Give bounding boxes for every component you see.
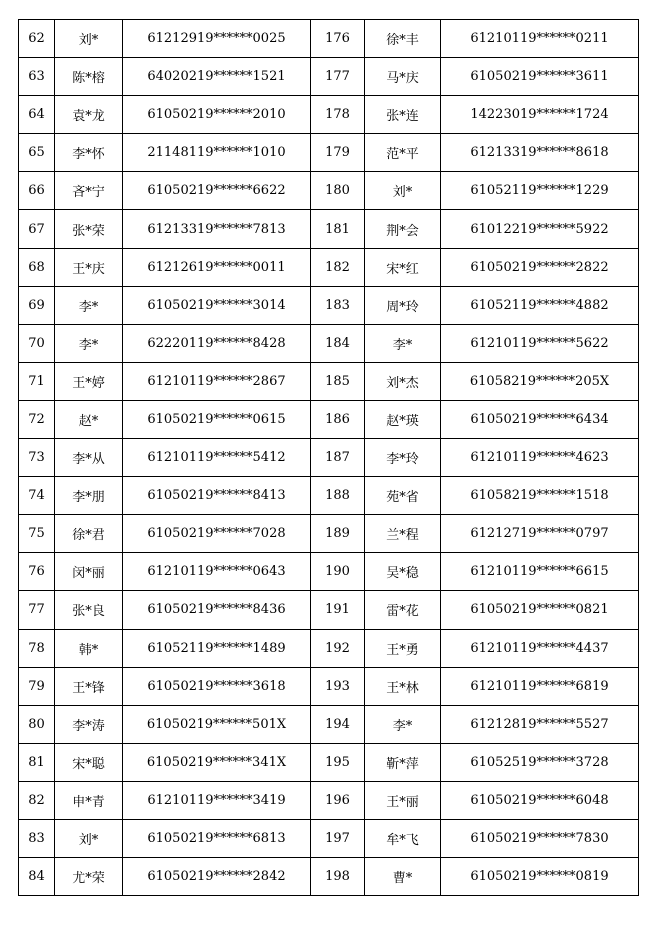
right-name-cell: 宋*红 [365, 248, 441, 286]
right-name-cell: 赵*瑛 [365, 400, 441, 438]
left-id-cell: 61050219******8413 [123, 477, 311, 515]
table-row [19, 400, 639, 438]
right-name-cell: 张*连 [365, 96, 441, 134]
right-id-cell: 61050219******0821 [441, 591, 639, 629]
right-id-cell: 61210119******5622 [441, 324, 639, 362]
table-row [19, 58, 639, 96]
right-id-cell: 61012219******5922 [441, 210, 639, 248]
table-row [19, 439, 639, 477]
right-no-cell: 197 [311, 819, 365, 857]
right-name-cell: 李*玲 [365, 439, 441, 477]
right-id-cell: 61050219******2822 [441, 248, 639, 286]
right-id-cell: 61058219******205X [441, 362, 639, 400]
right-id-cell: 61210119******4623 [441, 439, 639, 477]
left-no-cell: 82 [19, 781, 55, 819]
table-row [19, 553, 639, 591]
left-id-cell: 61050219******501X [123, 705, 311, 743]
left-name-cell: 韩* [55, 629, 123, 667]
left-id-cell: 61050219******6813 [123, 819, 311, 857]
right-name-cell: 徐*丰 [365, 20, 441, 58]
right-no-cell: 192 [311, 629, 365, 667]
right-name-cell: 李* [365, 324, 441, 362]
left-name-cell: 李* [55, 324, 123, 362]
left-name-cell: 张*良 [55, 591, 123, 629]
table-row [19, 515, 639, 553]
right-no-cell: 179 [311, 134, 365, 172]
left-name-cell: 李*怀 [55, 134, 123, 172]
left-id-cell: 61210119******2867 [123, 362, 311, 400]
table-row [19, 210, 639, 248]
left-name-cell: 李*涛 [55, 705, 123, 743]
right-id-cell: 61050219******6048 [441, 781, 639, 819]
left-id-cell: 61213319******7813 [123, 210, 311, 248]
left-name-cell: 吝*宁 [55, 172, 123, 210]
left-no-cell: 69 [19, 286, 55, 324]
left-name-cell: 尤*荣 [55, 858, 123, 896]
left-no-cell: 79 [19, 667, 55, 705]
left-no-cell: 64 [19, 96, 55, 134]
left-id-cell: 61212919******0025 [123, 20, 311, 58]
right-no-cell: 190 [311, 553, 365, 591]
right-name-cell: 周*玲 [365, 286, 441, 324]
right-id-cell: 61210119******0211 [441, 20, 639, 58]
left-name-cell: 徐*君 [55, 515, 123, 553]
left-id-cell: 61050219******0615 [123, 400, 311, 438]
left-no-cell: 65 [19, 134, 55, 172]
left-no-cell: 68 [19, 248, 55, 286]
table-row [19, 134, 639, 172]
right-name-cell: 王*勇 [365, 629, 441, 667]
left-no-cell: 78 [19, 629, 55, 667]
table-row [19, 743, 639, 781]
right-name-cell: 马*庆 [365, 58, 441, 96]
right-no-cell: 177 [311, 58, 365, 96]
left-name-cell: 张*荣 [55, 210, 123, 248]
left-name-cell: 刘* [55, 20, 123, 58]
right-id-cell: 61052519******3728 [441, 743, 639, 781]
left-id-cell: 61050219******7028 [123, 515, 311, 553]
left-no-cell: 70 [19, 324, 55, 362]
table-row [19, 286, 639, 324]
left-no-cell: 72 [19, 400, 55, 438]
left-no-cell: 81 [19, 743, 55, 781]
table-row [19, 362, 639, 400]
left-id-cell: 61050219******2010 [123, 96, 311, 134]
right-id-cell: 61052119******1229 [441, 172, 639, 210]
right-id-cell: 61210119******6615 [441, 553, 639, 591]
left-no-cell: 76 [19, 553, 55, 591]
left-no-cell: 74 [19, 477, 55, 515]
right-id-cell: 61212819******5527 [441, 705, 639, 743]
table-row [19, 20, 639, 58]
right-no-cell: 182 [311, 248, 365, 286]
table-row [19, 96, 639, 134]
right-no-cell: 189 [311, 515, 365, 553]
table-row [19, 477, 639, 515]
right-no-cell: 181 [311, 210, 365, 248]
table-row [19, 324, 639, 362]
right-no-cell: 180 [311, 172, 365, 210]
right-name-cell: 靳*萍 [365, 743, 441, 781]
right-no-cell: 178 [311, 96, 365, 134]
left-name-cell: 申*青 [55, 781, 123, 819]
right-no-cell: 191 [311, 591, 365, 629]
left-no-cell: 63 [19, 58, 55, 96]
left-no-cell: 71 [19, 362, 55, 400]
right-name-cell: 牟*飞 [365, 819, 441, 857]
right-no-cell: 184 [311, 324, 365, 362]
left-no-cell: 67 [19, 210, 55, 248]
left-name-cell: 宋*聪 [55, 743, 123, 781]
roster-body [19, 20, 639, 896]
left-no-cell: 75 [19, 515, 55, 553]
left-id-cell: 61050219******2842 [123, 858, 311, 896]
right-name-cell: 雷*花 [365, 591, 441, 629]
left-id-cell: 61050219******8436 [123, 591, 311, 629]
right-id-cell: 61210119******6819 [441, 667, 639, 705]
table-row [19, 629, 639, 667]
right-name-cell: 王*丽 [365, 781, 441, 819]
right-id-cell: 61052119******4882 [441, 286, 639, 324]
right-no-cell: 176 [311, 20, 365, 58]
right-id-cell: 61210119******4437 [441, 629, 639, 667]
left-id-cell: 61050219******341X [123, 743, 311, 781]
table-row [19, 172, 639, 210]
right-no-cell: 193 [311, 667, 365, 705]
left-id-cell: 64020219******1521 [123, 58, 311, 96]
right-name-cell: 荆*会 [365, 210, 441, 248]
right-id-cell: 61213319******8618 [441, 134, 639, 172]
left-id-cell: 61210119******3419 [123, 781, 311, 819]
left-id-cell: 62220119******8428 [123, 324, 311, 362]
table-row [19, 858, 639, 896]
left-name-cell: 刘* [55, 819, 123, 857]
left-name-cell: 王*庆 [55, 248, 123, 286]
left-id-cell: 61212619******0011 [123, 248, 311, 286]
right-id-cell: 61050219******3611 [441, 58, 639, 96]
left-no-cell: 77 [19, 591, 55, 629]
left-no-cell: 83 [19, 819, 55, 857]
left-name-cell: 王*锋 [55, 667, 123, 705]
right-name-cell: 刘*杰 [365, 362, 441, 400]
right-no-cell: 196 [311, 781, 365, 819]
left-name-cell: 李*从 [55, 439, 123, 477]
right-name-cell: 范*平 [365, 134, 441, 172]
left-id-cell: 61210119******5412 [123, 439, 311, 477]
left-name-cell: 王*婷 [55, 362, 123, 400]
right-no-cell: 187 [311, 439, 365, 477]
left-name-cell: 李*朋 [55, 477, 123, 515]
left-name-cell: 袁*龙 [55, 96, 123, 134]
right-name-cell: 曹* [365, 858, 441, 896]
left-name-cell: 赵* [55, 400, 123, 438]
left-id-cell: 61050219******3618 [123, 667, 311, 705]
roster-table [18, 19, 639, 896]
right-name-cell: 吴*稳 [365, 553, 441, 591]
left-id-cell: 21148119******1010 [123, 134, 311, 172]
right-name-cell: 王*林 [365, 667, 441, 705]
right-no-cell: 185 [311, 362, 365, 400]
right-id-cell: 61212719******0797 [441, 515, 639, 553]
left-name-cell: 闵*丽 [55, 553, 123, 591]
right-id-cell: 61050219******0819 [441, 858, 639, 896]
left-no-cell: 84 [19, 858, 55, 896]
left-id-cell: 61210119******0643 [123, 553, 311, 591]
left-no-cell: 73 [19, 439, 55, 477]
table-row [19, 781, 639, 819]
left-no-cell: 66 [19, 172, 55, 210]
left-no-cell: 62 [19, 20, 55, 58]
right-no-cell: 198 [311, 858, 365, 896]
right-name-cell: 李* [365, 705, 441, 743]
right-no-cell: 186 [311, 400, 365, 438]
left-id-cell: 61050219******3014 [123, 286, 311, 324]
left-id-cell: 61050219******6622 [123, 172, 311, 210]
table-row [19, 591, 639, 629]
right-id-cell: 14223019******1724 [441, 96, 639, 134]
right-no-cell: 183 [311, 286, 365, 324]
left-name-cell: 李* [55, 286, 123, 324]
table-row [19, 705, 639, 743]
left-no-cell: 80 [19, 705, 55, 743]
right-no-cell: 194 [311, 705, 365, 743]
right-id-cell: 61050219******6434 [441, 400, 639, 438]
right-name-cell: 苑*省 [365, 477, 441, 515]
left-id-cell: 61052119******1489 [123, 629, 311, 667]
right-name-cell: 兰*程 [365, 515, 441, 553]
table-row [19, 248, 639, 286]
right-no-cell: 188 [311, 477, 365, 515]
left-name-cell: 陈*榕 [55, 58, 123, 96]
right-name-cell: 刘* [365, 172, 441, 210]
right-id-cell: 61058219******1518 [441, 477, 639, 515]
right-no-cell: 195 [311, 743, 365, 781]
right-id-cell: 61050219******7830 [441, 819, 639, 857]
table-row [19, 667, 639, 705]
table-row [19, 819, 639, 857]
